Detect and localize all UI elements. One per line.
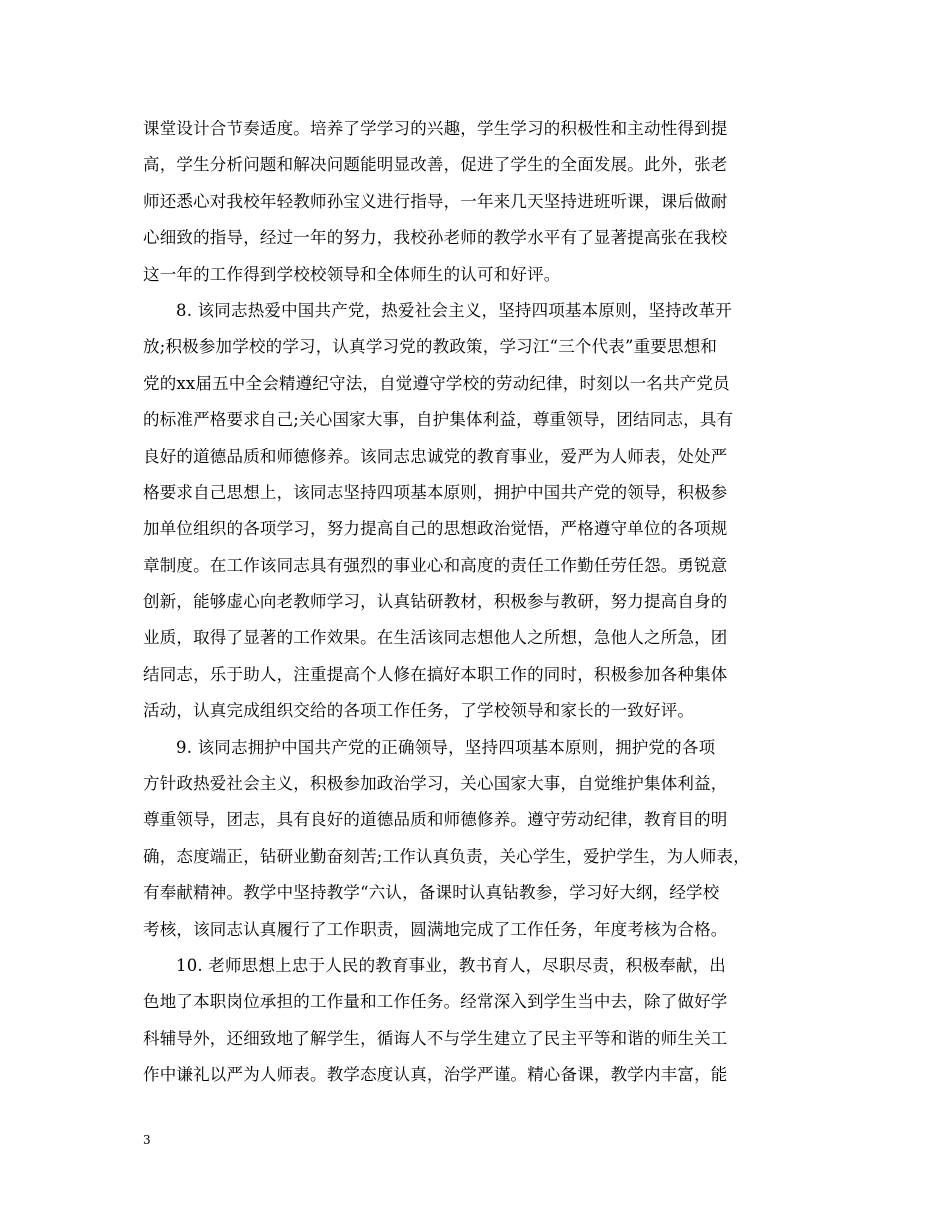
text-line: 考核，该同志认真履行了工作职责，圆满地完成了工作任务，年度考核为合格。	[143, 919, 728, 939]
text-line: 方针政热爱社会主义，积极参加政治学习，关心国家大事，自觉维护集体利益，	[143, 774, 728, 794]
text-line: 活动，认真完成组织交给的各项工作任务，了学校领导和家长的一致好评。	[143, 701, 695, 721]
body-text	[143, 111, 823, 1094]
text-line: 课堂设计合节奏适度。培养了学学习的兴趣，学生学习的积极性和主动性得到提	[143, 119, 728, 138]
text-line: 良好的道德品质和师德修养。该同志忠诚党的教育事业，爱严为人师表，处处严	[143, 446, 728, 466]
paragraph-9-first-line: 9. 该同志拥护中国共产党的正确领导，坚持四项基本原则，拥护党的各项	[176, 737, 716, 757]
text-line: 结同志，乐于助人，注重提高个人修在搞好本职工作的同时，积极参加各种集体	[143, 664, 728, 684]
text-line: 尊重领导，团志，具有良好的道德品质和师德修养。遵守劳动纪律，教育目的明	[143, 810, 728, 830]
text-line: 章制度。在工作该同志具有强烈的事业心和高度的责任工作勤任劳任怨。勇锐意	[143, 555, 728, 575]
paragraph-10-first-line: 10. 老师思想上忠于人民的教育事业，教书育人，尽职尽责，积极奉献，出	[176, 955, 726, 975]
text-line: 的标准严格要求自己;关心国家大事，自护集体利益，尊重领导，团结同志，具有	[143, 410, 734, 430]
text-line: 色地了本职岗位承担的工作量和工作任务。经常深入到学生当中去，除了做好学	[143, 992, 728, 1012]
page-number: 3	[143, 1133, 151, 1147]
text-line: 加单位组织的各项学习，努力提高自己的思想政治觉悟，严格遵守单位的各项规	[143, 519, 728, 539]
paragraph-8-first-line: 8. 该同志热爱中国共产党，热爱社会主义，坚持四项基本原则，坚持改革开	[176, 300, 732, 320]
text-line: 师还悉心对我校年轻教师孙宝义进行指导，一年来几天坚持进班听课，课后做耐	[143, 191, 728, 211]
text-line: 心细致的指导，经过一年的努力，我校孙老师的教学水平有了显著提高张在我校	[143, 228, 728, 248]
text-line: 科辅导外，还细致地了解学生，循诲人不与学生建立了民主平等和谐的师生关工	[143, 1028, 728, 1048]
text-line: 这一年的工作得到学校校领导和全体师生的认可和好评。	[143, 264, 561, 284]
text-line: 高，学生分析问题和解决问题能明显改善，促进了学生的全面发展。此外，张老	[143, 155, 728, 175]
text-line: 业质，取得了显著的工作效果。在生活该同志想他人之所想，急他人之所急，团	[143, 628, 728, 648]
text-line: 格要求自己思想上，该同志坚持四项基本原则，拥护中国共产党的领导，积极参	[143, 482, 728, 502]
text-line: 有奉献精神。教学中坚持教学“六认，备课时认真钻教参，学习好大纲，经学校	[143, 883, 720, 903]
text-line: 作中谦礼以严为人师表。教学态度认真，治学严谨。精心备课，教学内丰富，能	[143, 1065, 728, 1085]
text-line: 确，态度端正，钻研业勤奋刻苦;工作认真负责，关心学生，爱护学生，为人师表，	[143, 846, 750, 866]
text-line: 创新，能够虚心向老教师学习，认真钻研教材，积极参与教研，努力提高自身的	[143, 592, 728, 612]
text-line: 放;积极参加学校的学习，认真学习党的教政策，学习江“三个代表”重要思想和	[143, 337, 718, 357]
text-line: 党的xx届五中全会精遵纪守法，自觉遵守学校的劳动纪律，时刻以一名共产党员	[143, 373, 730, 393]
